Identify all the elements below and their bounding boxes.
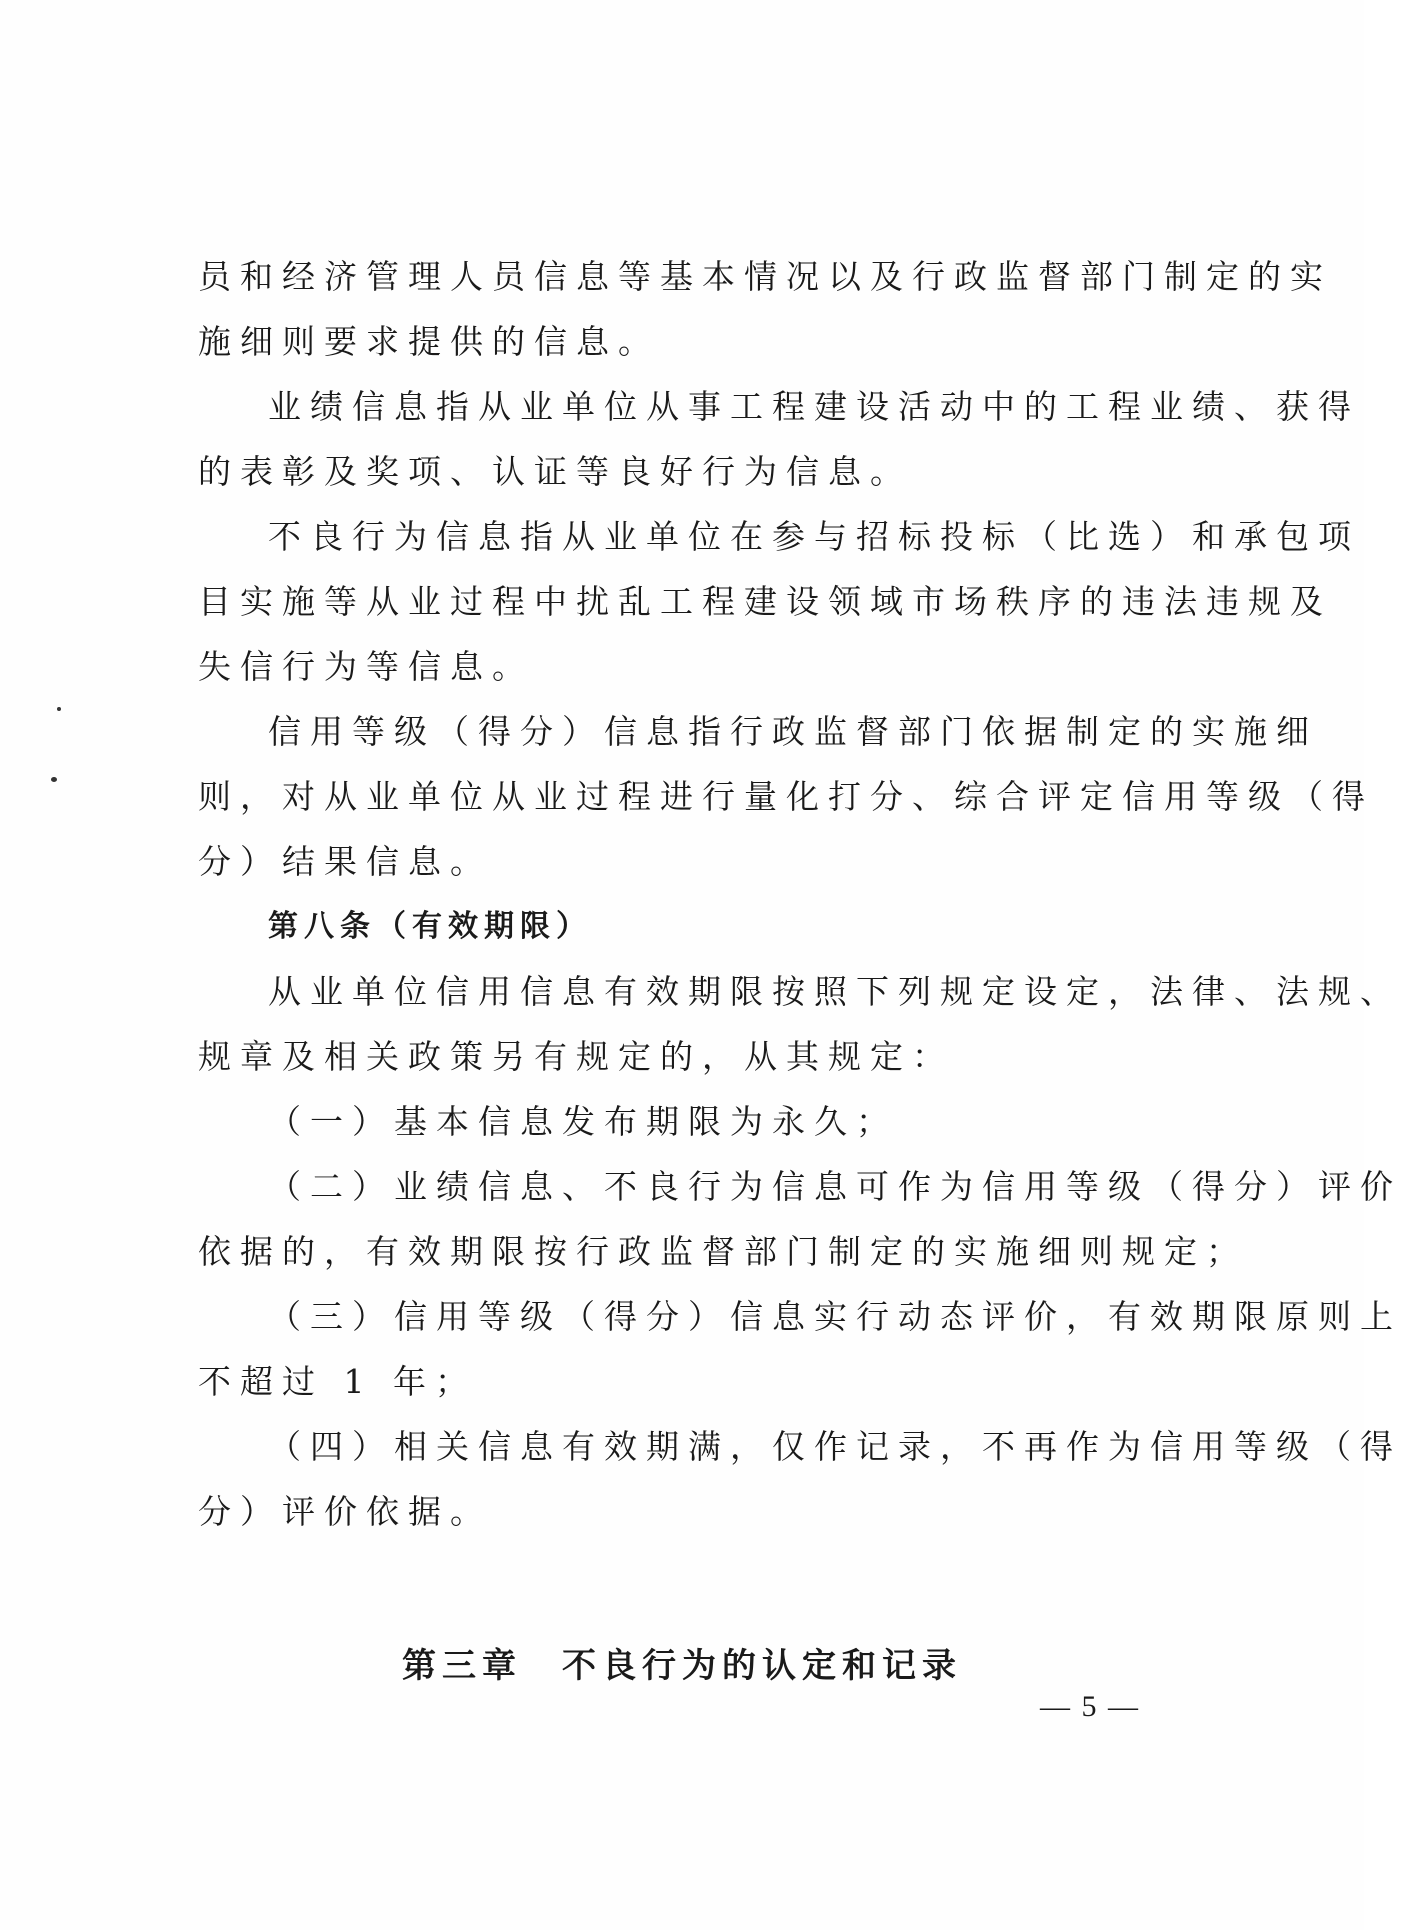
body-line: 目实施等从业过程中扰乱工程建设领域市场秩序的违法违规及 bbox=[198, 582, 1332, 621]
chapter-title: 第三章 不良行为的认定和记录 bbox=[402, 1646, 962, 1686]
body-line: 分）结果信息。 bbox=[198, 842, 492, 881]
page-number: — 5 — bbox=[1040, 1690, 1140, 1723]
body-line: 规章及相关政策另有规定的，从其规定： bbox=[198, 1037, 954, 1076]
body-line: 不超过 1 年； bbox=[198, 1362, 477, 1401]
body-line: 失信行为等信息。 bbox=[198, 647, 534, 686]
body-line: 从业单位信用信息有效期限按照下列规定设定，法律、法规、 bbox=[268, 972, 1402, 1011]
body-line: 的表彰及奖项、认证等良好行为信息。 bbox=[198, 452, 912, 491]
body-line: 分）评价依据。 bbox=[198, 1492, 492, 1531]
list-item: （二）业绩信息、不良行为信息可作为信用等级（得分）评价 bbox=[268, 1167, 1402, 1206]
scan-speck bbox=[57, 707, 61, 711]
article-heading: 第八条（有效期限） bbox=[268, 909, 592, 944]
body-line: 则，对从业单位从业过程进行量化打分、综合评定信用等级（得 bbox=[198, 777, 1374, 816]
list-item: （一）基本信息发布期限为永久； bbox=[268, 1102, 898, 1141]
body-line: 不良行为信息指从业单位在参与招标投标（比选）和承包项 bbox=[268, 517, 1360, 556]
list-item: （三）信用等级（得分）信息实行动态评价，有效期限原则上 bbox=[268, 1297, 1402, 1336]
body-line: 依据的，有效期限按行政监督部门制定的实施细则规定； bbox=[198, 1232, 1248, 1271]
body-line: 员和经济管理人员信息等基本情况以及行政监督部门制定的实 bbox=[198, 257, 1332, 296]
scan-speck bbox=[51, 777, 57, 782]
list-item: （四）相关信息有效期满，仅作记录，不再作为信用等级（得 bbox=[268, 1427, 1402, 1466]
body-line: 施细则要求提供的信息。 bbox=[198, 322, 660, 361]
body-line: 信用等级（得分）信息指行政监督部门依据制定的实施细 bbox=[268, 712, 1318, 751]
body-line: 业绩信息指从业单位从事工程建设活动中的工程业绩、获得 bbox=[268, 387, 1360, 426]
